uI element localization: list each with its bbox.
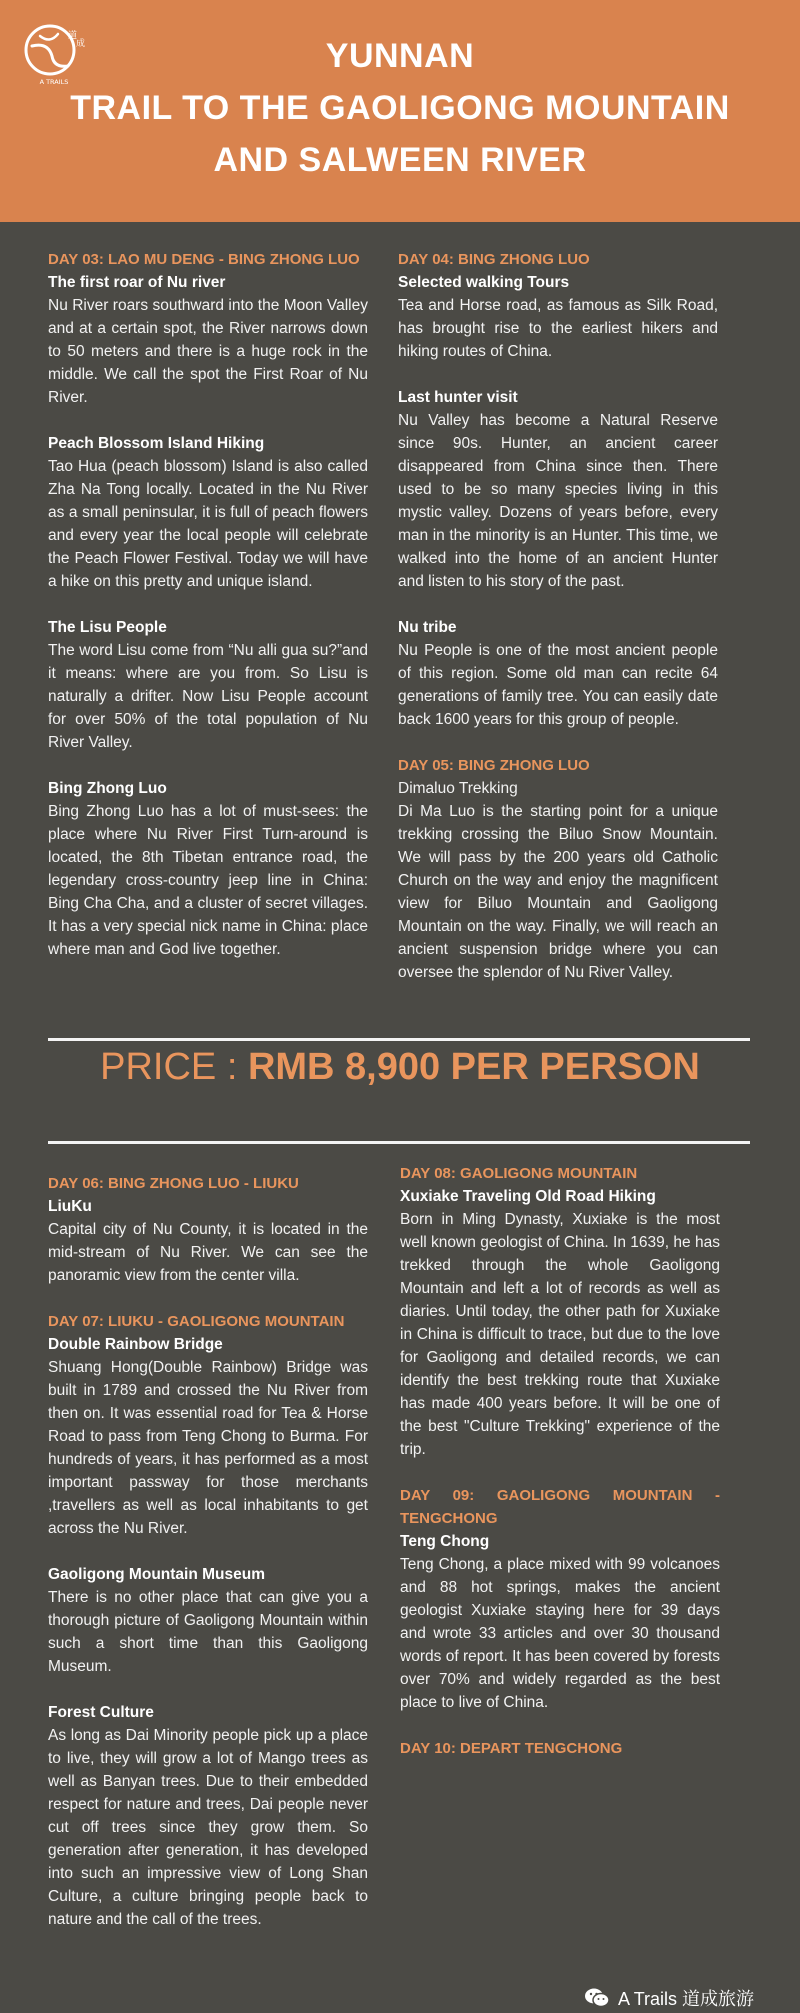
day03-text-4: Bing Zhong Luo has a lot of must-sees: the place where Nu River First Turn-around is located, the 8th Tibetan entrance road, the legendary cross-country jeep line in China: Bing Cha Cha, and a cluster of secret villages. It has a very special nick name in China: place where man and God live together.: [48, 803, 368, 958]
day06-text-1: Capital city of Nu County, it is located in the mid-stream of Nu River. We can see the panoramic view from the center villa.: [48, 1221, 368, 1284]
footer-watermark: [584, 1983, 754, 2013]
price-amount: RMB 8,900 PER PERSON: [247, 1046, 700, 1088]
page-title: [0, 30, 800, 186]
svg-text:A TRAILS: A TRAILS: [39, 78, 69, 86]
day03-section: [48, 248, 368, 961]
day05-heading: DAY 05: BING ZHONG LUO: [398, 757, 590, 774]
day08-text-1: Born in Ming Dynasty, Xuxiake is the most well known geologist of China. In 1639, he has trekked through the whole Gaoligong Mountain and left a lot of records as well as diaries. Until today, the other path for Xuxiake in China is difficult to trace, but due to the love for Gaoligong and detailed records, we can identify the best trekking route that Xuxiake has made 400 years before. It will be one of the best "Culture Trekking" experience of the trip.: [400, 1211, 720, 1458]
divider-top: [48, 1038, 750, 1041]
day07-heading: DAY 07: LIUKU - GAOLIGONG MOUNTAIN: [48, 1313, 345, 1330]
day06-heading: DAY 06: BING ZHONG LUO - LIUKU: [48, 1175, 299, 1192]
svg-text:道: 道: [68, 31, 78, 41]
day08-subtitle-1: Xuxiake Traveling Old Road Hiking: [400, 1188, 656, 1205]
day08-10-section: [400, 1162, 720, 1760]
day03-text-3: The word Lisu come from “Nu alli gua su?”and it means: where are you from. So Lisu is naturally a drifter. Now Lisu People account for over 50% of the total population of Nu River Valley.: [48, 642, 368, 751]
day07-subtitle-2: Gaoligong Mountain Museum: [48, 1566, 265, 1583]
day07-subtitle-3: Forest Culture: [48, 1704, 154, 1721]
day09-subtitle-1: Teng Chong: [400, 1533, 490, 1550]
wechat-icon: [584, 1987, 610, 2009]
day09-text-1: Teng Chong, a place mixed with 99 volcanoes and 88 hot springs, makes the ancient geologist Xuxiake staying here for 39 days and wrote 33 articles and over 30 thousand words of report. It has been covered by forests over 70% and widely regarded as the best place to live of China.: [400, 1556, 720, 1711]
price-banner: [100, 1044, 700, 1090]
header-banner: [0, 0, 800, 222]
day07-text-2: There is no other place that can give you a thorough picture of Gaoligong Mountain within such a short time than this Gaoligong Museum.: [48, 1589, 368, 1675]
day08-heading: DAY 08: GAOLIGONG MOUNTAIN: [400, 1165, 638, 1182]
day04-subtitle-2: Last hunter visit: [398, 389, 518, 406]
day04-subtitle-1: Selected walking Tours: [398, 274, 570, 291]
footer-brand: A Trails 道成旅游: [618, 1989, 755, 2009]
title-line-2: TRAIL TO THE GAOLIGONG MOUNTAIN: [70, 89, 730, 127]
day05-subtitle-1: Dimaluo Trekking: [398, 780, 518, 797]
divider-bottom: [48, 1141, 750, 1144]
day03-subtitle-4: Bing Zhong Luo: [48, 780, 167, 797]
title-line-1: YUNNAN: [325, 37, 475, 75]
day04-heading: DAY 04: BING ZHONG LUO: [398, 251, 590, 268]
title-line-3: AND SALWEEN RIVER: [213, 141, 587, 179]
day04-05-section: [398, 248, 718, 984]
day03-text-2: Tao Hua (peach blossom) Island is also called Zha Na Tong locally. Located in the Nu River as a small peninsular, it is full of peach flowers and every year the local people will celebrate the Peach Flower Festival. Today we will have a hike on this pretty and unique island.: [48, 458, 368, 590]
day03-subtitle-3: The Lisu People: [48, 619, 167, 636]
day07-text-1: Shuang Hong(Double Rainbow) Bridge was built in 1789 and crossed the Nu River from then on. It was essential road for Tea & Horse Road to pass from Teng Chong to Burma. For hundreds of years, it has performed as a most important passway for those merchants ,travellers as well as local inhabitants to get across the Nu River.: [48, 1359, 368, 1537]
day03-heading: DAY 03: LAO MU DENG - BING ZHONG LUO: [48, 251, 360, 268]
day06-07-section: [48, 1172, 368, 1931]
day07-subtitle-1: Double Rainbow Bridge: [48, 1336, 223, 1353]
day04-text-2: Nu Valley has become a Natural Reserve since 90s. Hunter, an ancient career disappeared from China since then. There used to be so many species living in this mystic valley. Dozens of years before, every man in the minority is an Hunter. This time, we walked into the home of an ancient Hunter and listen to his story of the past.: [398, 412, 718, 590]
day06-subtitle-1: LiuKu: [48, 1198, 92, 1215]
day09-heading: DAY 09: GAOLIGONG MOUNTAIN - TENGCHONG: [400, 1487, 720, 1527]
day03-text-1: Nu River roars southward into the Moon Valley and at a certain spot, the River narrows down to 50 meters and there is a huge rock in the middle. We call the spot the First Roar of Nu River.: [48, 297, 368, 406]
day04-subtitle-3: Nu tribe: [398, 619, 457, 636]
day04-text-3: Nu People is one of the most ancient people of this region. Some old man can recite 64 generations of family tree. You can easily date back 1600 years for this group of people.: [398, 642, 718, 728]
day04-text-1: Tea and Horse road, as famous as Silk Road, has brought rise to the earliest hikers and hiking routes of China.: [398, 297, 718, 360]
day10-heading: DAY 10: DEPART TENGCHONG: [400, 1740, 623, 1757]
price-label: PRICE :: [100, 1046, 248, 1088]
day07-text-3: As long as Dai Minority people pick up a place to live, they will grow a lot of Mango trees as well as Banyan trees. Due to their embedded respect for nature and trees, Dai people never cut off trees since they grow them. So generation after generation, it has developed into such an impressive view of Long Shan Culture, a culture bringing people back to nature and the call of the trees.: [48, 1727, 368, 1928]
day03-subtitle-1: The first roar of Nu river: [48, 274, 226, 291]
svg-text:成: 成: [76, 39, 86, 49]
day05-text-1: Di Ma Luo is the starting point for a unique trekking crossing the Biluo Snow Mountain. We will pass by the 200 years old Catholic Church on the way and enjoy the magnificent view for Biluo Mountain and Gaoligong Mountain on the way. Finally, we will reach an ancient suspension bridge where you can oversee the splendor of Nu River Valley.: [398, 803, 718, 981]
day03-subtitle-2: Peach Blossom Island Hiking: [48, 435, 265, 452]
